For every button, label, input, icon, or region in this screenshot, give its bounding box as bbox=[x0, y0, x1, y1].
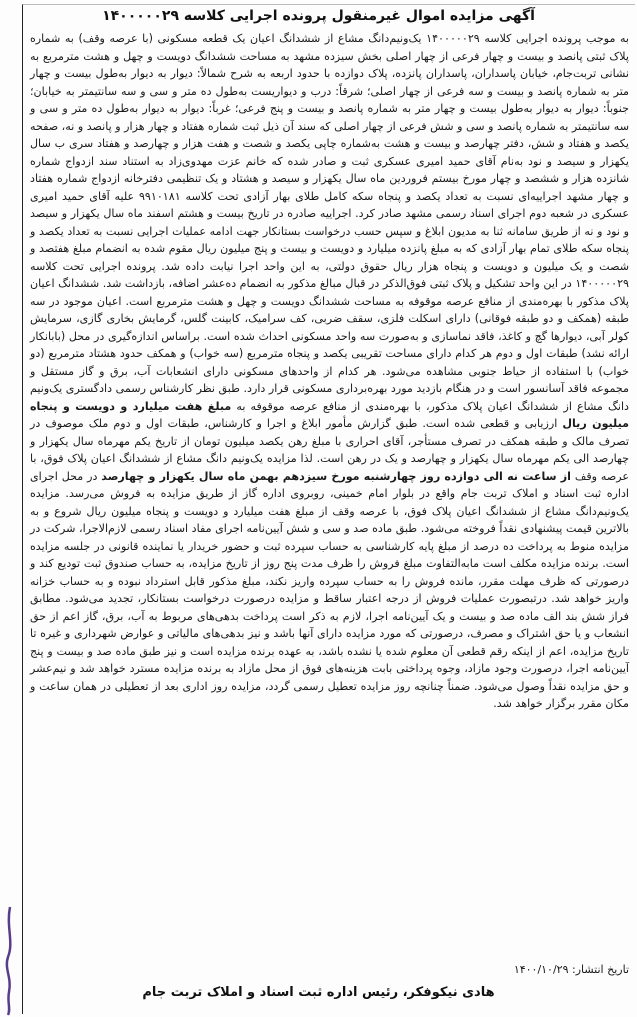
body-paragraph-3: در محل اجرای اداره ثبت اسناد و املاک تربت جام واقع در بلوار امام خمینی، روبروی اداره گاز از طریق مزایده به فروش می‌رسد. مزایده یک‌ونیم‌دانگ مشاع از ششدانگ اعیان پلاک فوق، با عرصه وقف از مبلغ هفت میلیارد و دویست و پنجاه میلیون ریال شروع و به بالاترین قیمت پیشنهادی نقداً فروخته می‌شود. طبق ماده صد و سی و شش آیین‌نامه اجرای مفاد اسناد رسمی لازم‌الاجرا، شرکت در مزایده منوط به پرداخت ده درصد از مبلغ پایه کارشناسی به حساب سپرده ثبت و حضور خریدار یا نماینده قانونی در جلسه مزایده است. برنده مزایده مکلف است مابه‌التفاوت مبلغ فروش را ظرف مدت پنج روز از تاریخ مزایده، به حساب صندوق ثبت تودیع کند و درصورتی که ظرف مهلت مقرر، مانده فروش را به حساب سپرده واریز نکند، مبلغ مذکور قابل استرداد نبوده و به حساب خزانه واریز خواهد شد. درتبصورت عملیات فروش از درجه اعتبار ساقط و مزایده درصورت درخواست بستانکار، تجدید می‌شود. مطابق فراز شش بند الف ماده صد و بیست و یک آیین‌نامه اجرا، لازم به ذکر است پرداخت بدهی‌های مربوط به آب، برق، گاز اعم از حق انشعاب و یا حق اشتراک و مصرف، درصورتی که مورد مزایده دارای آنها باشد و نیز بدهی‌های مالیاتی و عوارض شهرداری و غیره تا تاریخ مزایده، اعم از اینکه رقم قطعی آن معلوم شده یا نشده باشد، به عهده برنده مزایده است و نیز طبق ماده صد و بیست و پنج آیین‌نامه اجرا، درصورت وجود مازاد، وجوه پرداختی بابت هزینه‌های فوق از محل مازاد به برنده مزایده مسترد خواهد شد و نیم‌عشر و حق مزایده نقداً وصول می‌شود. ضمناً چنانچه روز مزایده تعطیل رسمی گردد، مزایده روز اداری بعد از تعطیلی در همان ساعت و مکان مقرر برگزار خواهد شد. bbox=[30, 469, 629, 710]
body-paragraph-2: ارزیابی و قطعی شده است. طبق گزارش مأمور ابلاغ و اجرا و کارشناس، طبقات اول و دوم ملک موصوف در تصرف مالک و طبقه همکف در تصرف مستأجر، آقای احراری با مبلغ رهن یکصد میلیون تومان از تاریخ یکم مهرماه سال یکهزار و چهارصد الی یکم مهرماه سال یکهزار و چهارصد و یک در رهن است. لذا مزایده یک‌ونیم دانگ مشاع از ششدانگ اعیان پلاک فوق، با عرصه وقف bbox=[30, 417, 629, 483]
signature: هادی نیکوفکر، رئیس اداره ثبت اسناد و املاک تربت جام bbox=[142, 985, 495, 1000]
notice-body bbox=[30, 30, 629, 713]
publish-date: تاریخ انتشار: ۱۴۰۰/۱۰/۲۹ bbox=[513, 963, 629, 976]
appraisal-amount: مبلغ هفت میلیارد و دویست و پنجاه میلیون ریال bbox=[30, 399, 629, 430]
pen-mark-icon bbox=[0, 897, 30, 1017]
notice-title: آگهی مزایده اموال غیرمنقول پرونده اجرایی کلاسه ۱۴۰۰۰۰۰۲۹ bbox=[102, 8, 535, 24]
auction-time: از ساعت نه الی دوازده روز چهارشنبه مورخ سیزدهم بهمن ماه سال یکهزار و چهارصد bbox=[101, 469, 571, 483]
body-paragraph-1: به موجب پرونده اجرایی کلاسه ۱۴۰۰۰۰۰۲۹ یک‌ونیم‌دانگ مشاع از ششدانگ اعیان یک قطعه مسکونی (با عرصه وقف) به شماره پلاک ثبتی پانصد و بیست و چهار فرعی از چهار اصلی بخش سیزده مشهد به مساحت ششدانگ دویست و چهل و هشت مترمربع به نشانی تربت‌جام، خیابان پاسداران، پاسداران پانزده، پلاک دوازده با حدود اربعه به شرح شمالاً: دیوار به دیوار به‌طول بیست و چهار متر به شماره پانصد و بیست و سه فرعی از چهار اصلی؛ شرقاً: درب و دیواریست به‌طول ده متر و سی و سه سانتیمتر به خیابان؛ جنوباً: دیوار به دیوار به‌طول بیست و چهار متر به شماره پانصد و بیست و پنج فرعی؛ غرباً: دیوار به دیوار به‌طول ده متر و سی و سه سانتیمتر به شماره پانصد و سی و شش فرعی از چهار اصلی که سند آن ذیل ثبت شماره هفتاد و چهار هزار و پانصد و نه، صفحه یکصد و هفتاد و شش، دفتر چهارصد و بیست و هشت به‌شماره چاپی یکصد و شصت و هفت هزار و چهارصد و هفتاد سری ب سال یکهزار و سیصد و نود به‌نام آقای حمید امیری عسکری ثبت و صادر شده که خانم عزت مهدوی‌زاد به استناد سند ازدواج شماره شانزده هزار و ششصد و چهار مورخ بیستم فروردین ماه سال یکهزار و سیصد و هشتاد و یک تنظیمی دفترخانه ازدواج شماره هفتاد و چهار مشهد اجراییه‌ای نسبت به تعداد یکصد و پنجاه سکه کامل طلای بهار آزادی تحت کلاسه ۹۹۱۰۱۸۱ علیه آقای حمید امیری عسکری در شعبه دوم اجرای اسناد رسمی مشهد صادر کرد. اجراییه صادره در تاریخ بیست و هشتم اسفند ماه سال یکهزار و سیصد و نود و نه از طریق سامانه ثنا به مدیون ابلاغ و سپس حسب درخواست بستانکار جهت ادامه عملیات اجرایی نسبت به تعداد یکصد و پنجاه سکه طلای تمام بهار آزادی که به مبلغ پانزده میلیارد و دویست و بیست و پنج میلیون ریال مقوم شده به انضمام مبلغ هفتصد و شصت و یک میلیون و دویست و پنجاه هزار ریال حقوق دولتی، به این واحد اجرا نیابت داده شد. پرونده اجرایی تحت کلاسه ۱۴۰۰۰۰۰۲۹ در این واحد تشکیل و پلاک ثبتی فوق‌الذکر در قبال مبالغ مذکور به انضمام ده‌عشر اضافه، بازداشت شد. ششدانگ اعیان پلاک مذکور با بهره‌مندی از منافع عرصه موقوفه به مساحت ششدانگ دویست و چهل و هشت مترمربع است. اعیان موجود در سه طبقه (همکف و دو طبقه فوقانی) دارای اسکلت فلزی، سقف ضربی، کف سرامیک، کابینت گلس، گرمایش بخاری گازی، سرمایش کولر آبی، دیوارها گچ و کاغذ، فاقد نماسازی و به‌صورت سه واحد مسکونی احداث شده است. براساس اندازه‌گیری در محل (بابانکار ارائه نشد) طبقات اول و دوم هر کدام دارای مساحت تقریبی یکصد و پنجاه مترمربع (سه خواب) و همکف حدود هشتاد مترمربع (دو خواب) با استفاده از حیاط جنوبی مشاهده می‌شود. هر کدام از واحدهای مسکونی دارای انشعابات آب، برق و گاز مستقل و مجموعه فاقد آسانسور است و در هنگام بازدید مورد بهره‌برداری مسکونی قرار دارد. طبق نظر کارشناس رسمی دادگستری یک‌ونیم دانگ مشاع از ششدانگ اعیان پلاک مذکور، با بهره‌مندی از منافع عرصه موقوفه به bbox=[30, 32, 630, 413]
